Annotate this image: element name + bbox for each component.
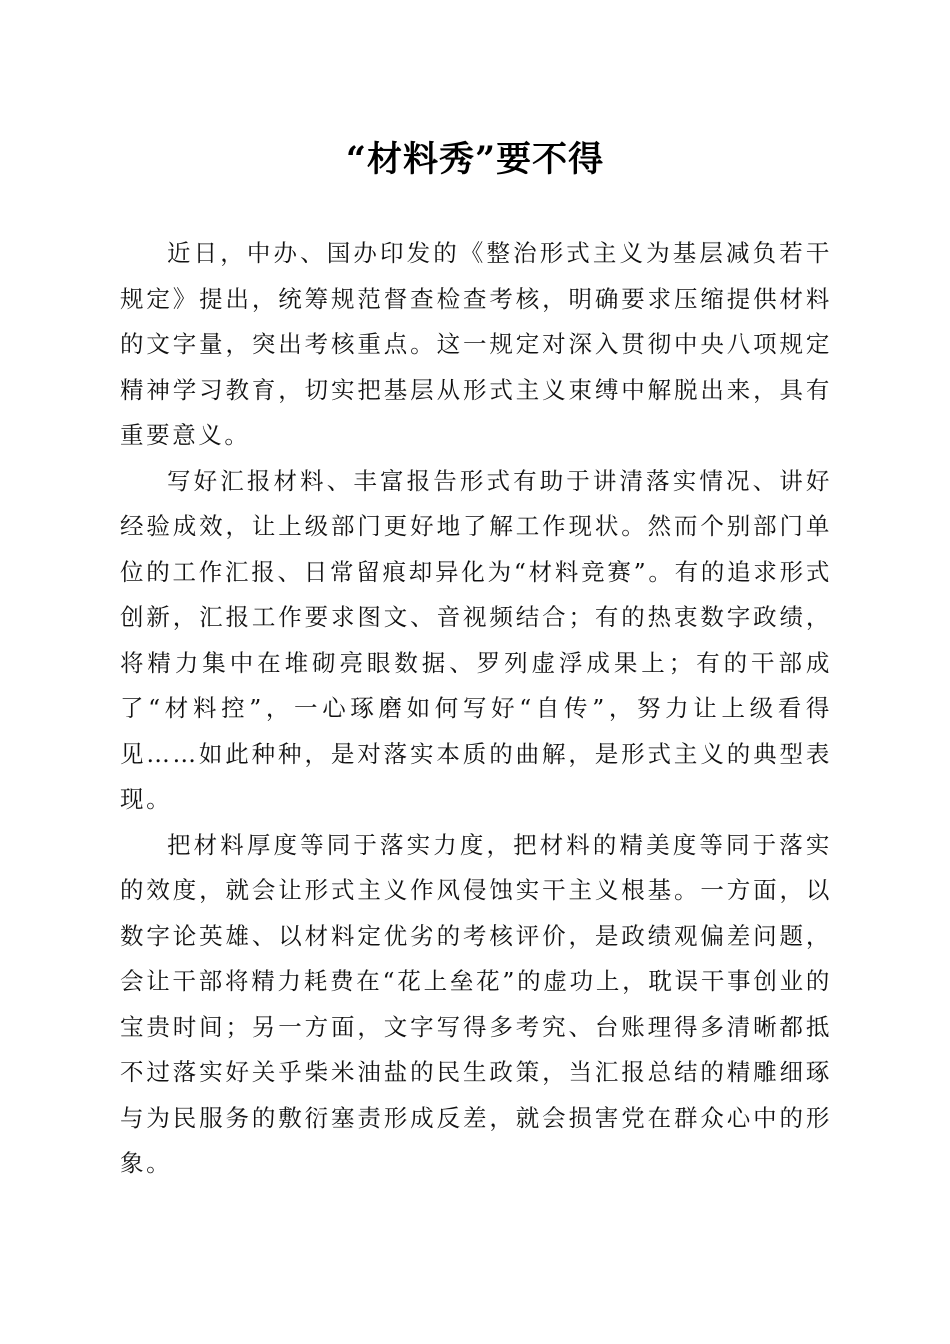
paragraph-1: 近日，中办、国办印发的《整治形式主义为基层减负若干规定》提出，统筹规范督查检查考核，明确要求压缩提供材料的文字量，突出考核重点。这一规定对深入贯彻中央八项规定精神学习教育，切实把基层从形式主义束缚中解脱出来，具有重要意义。 [120, 239, 832, 449]
paragraph-2: 写好汇报材料、丰富报告形式有助于讲清落实情况、讲好经验成效，让上级部门更好地了解工作现状。然而个别部门单位的工作汇报、日常留痕却异化为“材料竞赛”。有的追求形式创新，汇报工作要求图文、音视频结合；有的热衷数字政绩，将精力集中在堆砌亮眼数据、罗列虚浮成果上；有的干部成了“材料控”，一心琢磨如何写好“自传”，努力让上级看得见……如此种种，是对落实本质的曲解，是形式主义的典型表现。 [120, 466, 832, 813]
document-body [120, 231, 832, 1187]
document-title: “材料秀”要不得 [345, 139, 605, 180]
paragraph-3: 把材料厚度等同于落实力度，把材料的精美度等同于落实的效度，就会让形式主义作风侵蚀实干主义根基。一方面，以数字论英雄、以材料定优劣的考核评价，是政绩观偏差问题，会让干部将精力耗费在“花上垒花”的虚功上，耽误干事创业的宝贵时间；另一方面，文字写得多考究、台账理得多清晰都抵不过落实好关乎柴米油盐的民生政策，当汇报总结的精雕细琢与为民服务的敷衍塞责形成反差，就会损害党在群众心中的形象。 [120, 830, 832, 1177]
